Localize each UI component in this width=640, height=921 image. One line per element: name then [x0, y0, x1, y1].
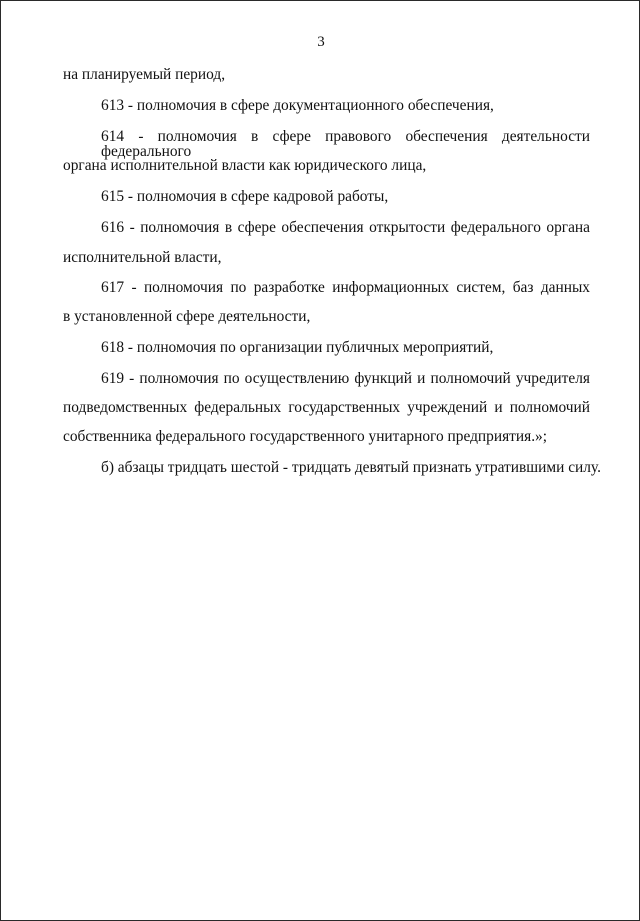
text-line: в установленной сфере деятельности, — [63, 308, 311, 325]
text-line: 617 - полномочия по разработке информационных систем, баз данных — [101, 279, 590, 296]
text-line: подведомственных федеральных государственных учреждений и полномочий — [63, 399, 590, 416]
text-line: 616 - полномочия в сфере обеспечения открытости федерального органа — [101, 219, 590, 236]
text-line: 615 - полномочия в сфере кадровой работы, — [101, 188, 389, 205]
page-number: 3 — [317, 34, 325, 50]
text-line: исполнительной власти, — [63, 249, 222, 266]
text-line: 614 - полномочия в сфере правового обеспечения деятельности федерального — [101, 128, 590, 161]
text-line: 619 - полномочия по осуществлению функций и полномочий учредителя — [101, 370, 590, 387]
text-line: 613 - полномочия в сфере документационного обеспечения, — [101, 97, 494, 114]
text-line: собственника федерального государственного унитарного предприятия.»; — [63, 428, 548, 445]
text-line: б) абзацы тридцать шестой - тридцать девятый признать утратившими силу. — [101, 459, 601, 476]
text-line: 618 - полномочия по организации публичных мероприятий, — [101, 339, 494, 356]
text-line: на планируемый период, — [63, 66, 226, 83]
text-line: органа исполнительной власти как юридического лица, — [63, 157, 427, 174]
